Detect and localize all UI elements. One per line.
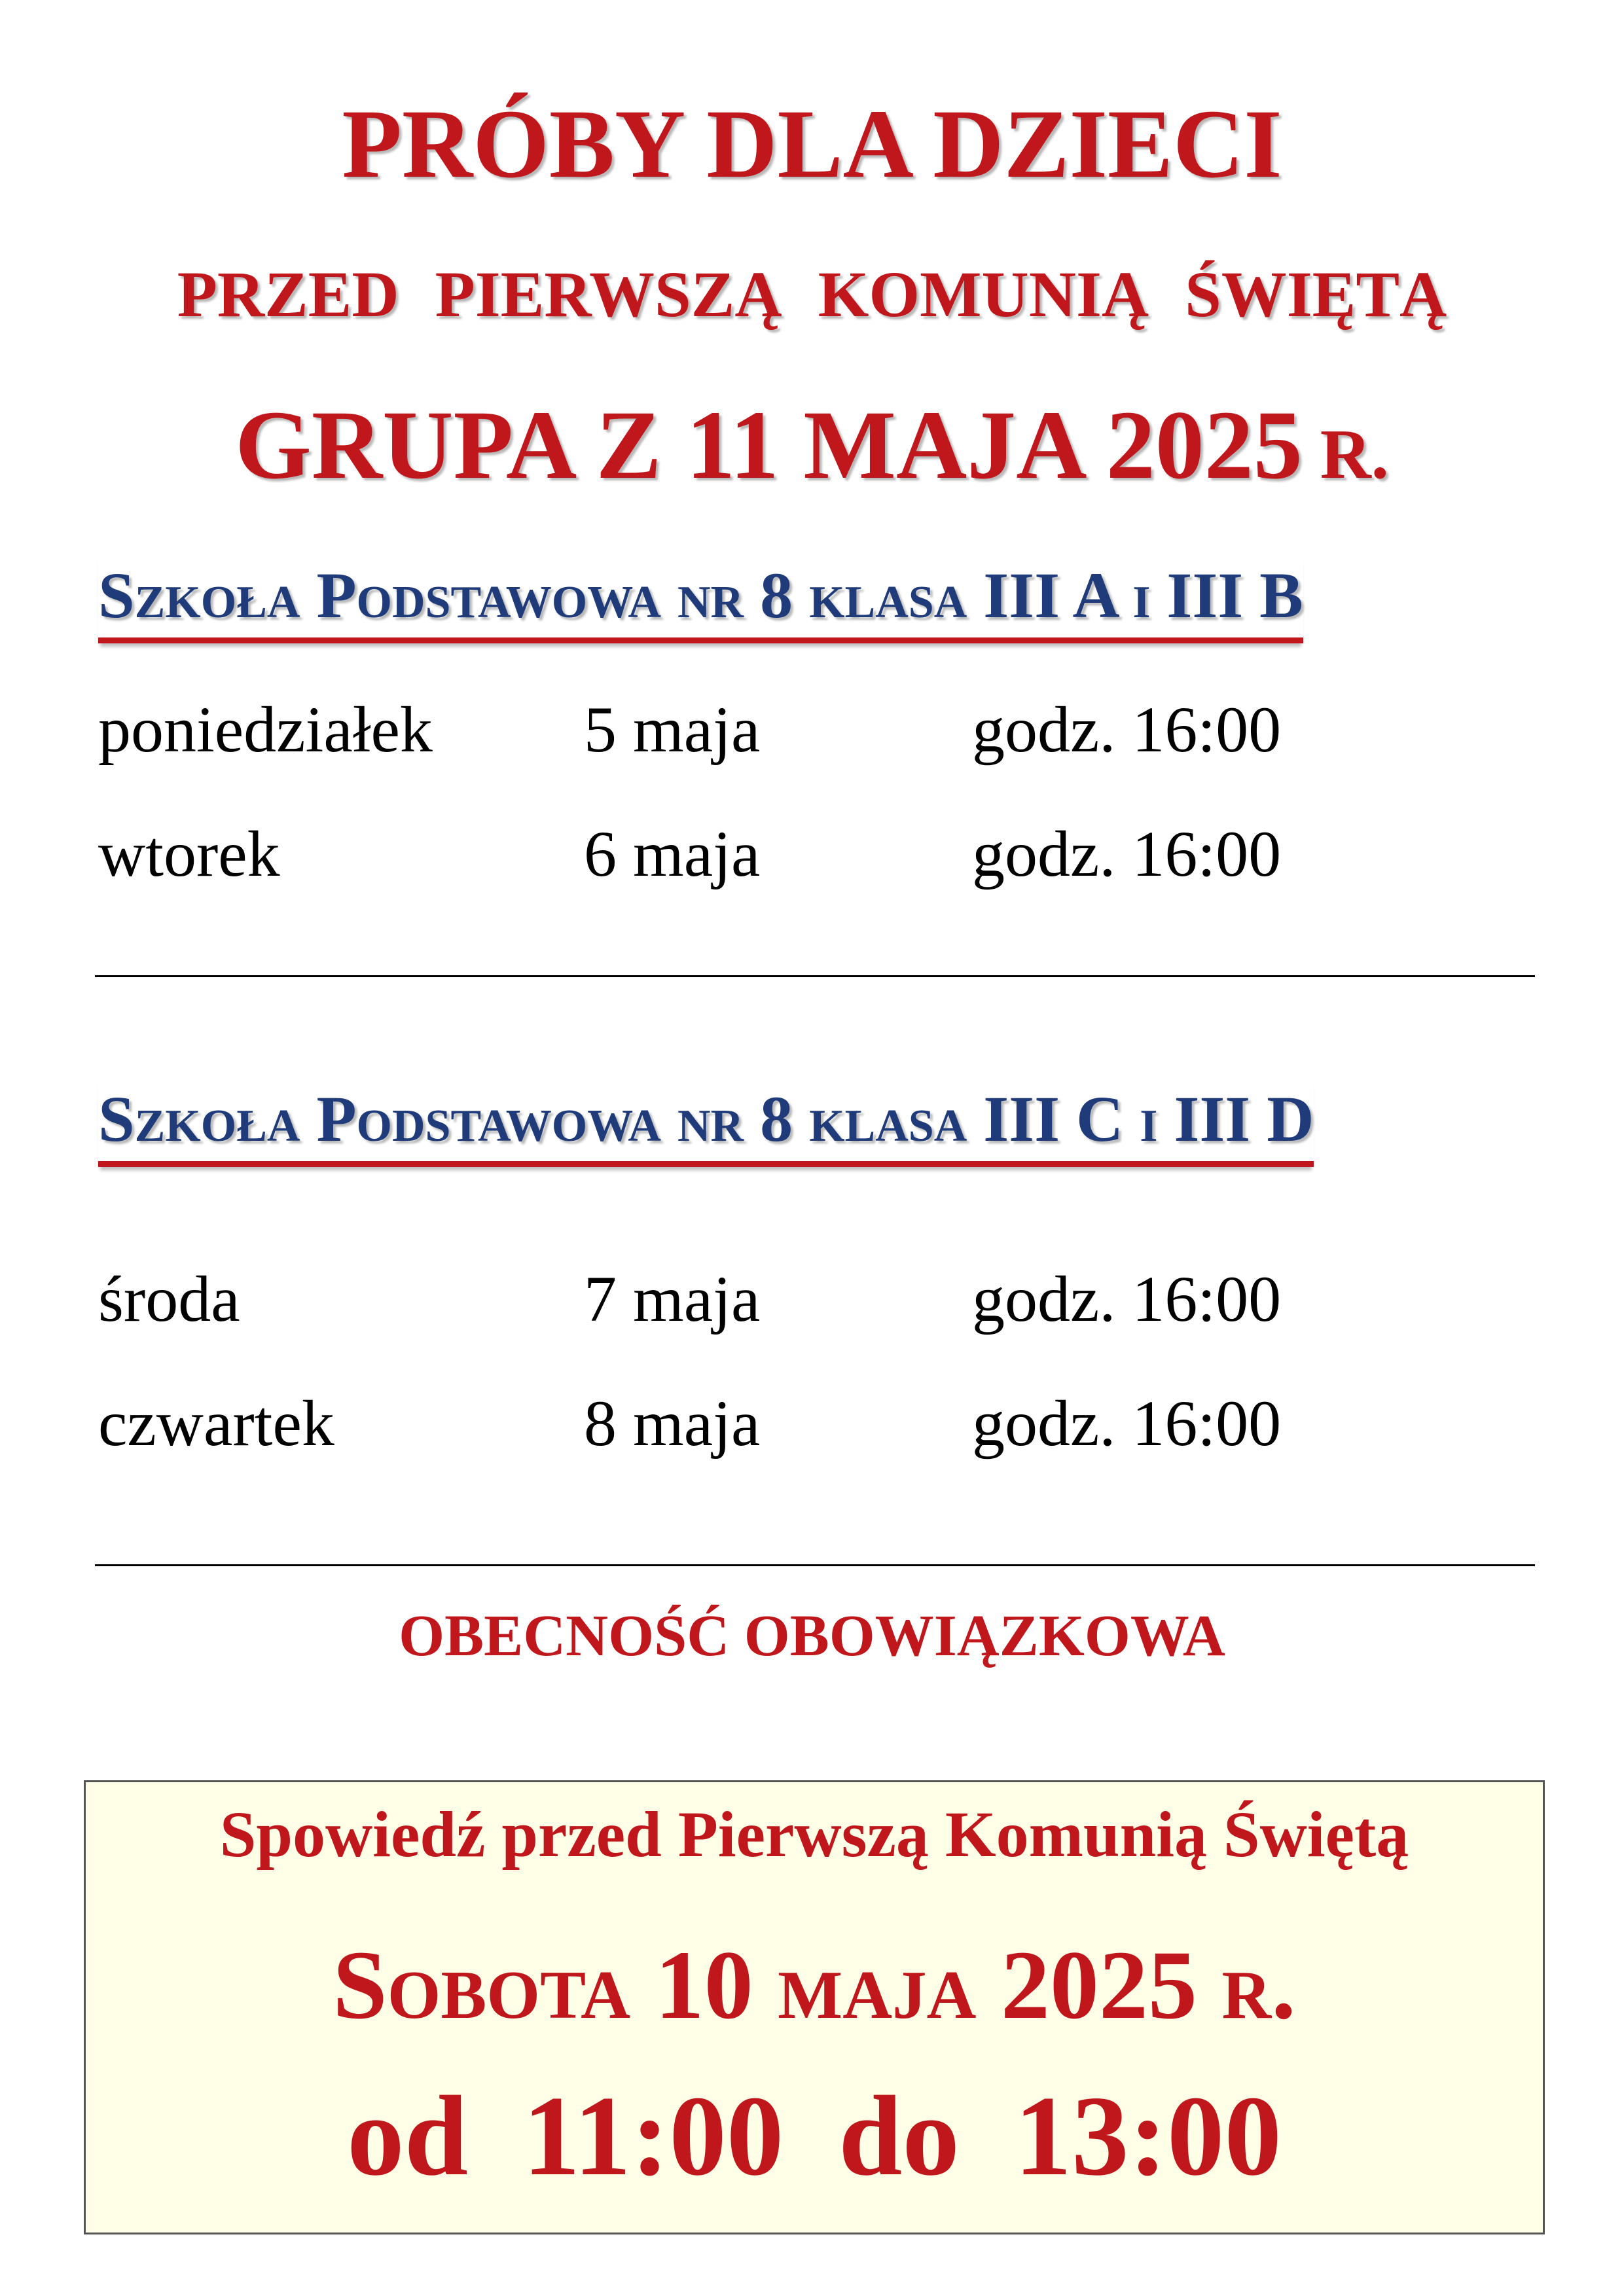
schedule-day: poniedziałek xyxy=(98,693,433,766)
divider-line xyxy=(95,1564,1535,1566)
group-date-main: GRUPA Z 11 MAJA 2025 xyxy=(235,391,1303,499)
schedule-day: środa xyxy=(98,1263,240,1335)
confession-title: Spowiedź przed Pierwszą Komunią Świętą xyxy=(219,1798,1409,1871)
group-date-heading xyxy=(0,386,1624,514)
schedule-time: godz. 16:00 xyxy=(972,693,1282,766)
schedule-time: godz. 16:00 xyxy=(972,1387,1282,1460)
attendance-notice: OBECNOŚĆ OBOWIĄZKOWA xyxy=(399,1604,1225,1668)
schedule-date: 6 maja xyxy=(584,817,761,890)
confession-date xyxy=(86,1926,1543,2044)
schedule-time: godz. 16:00 xyxy=(972,1263,1282,1335)
confession-date-suffix: r. xyxy=(1197,1931,1296,2039)
confession-date-main: Sobota 10 maja 2025 xyxy=(333,1931,1197,2039)
schedule-day: wtorek xyxy=(98,817,280,890)
section-2-heading xyxy=(98,1080,1314,1167)
schedule-date: 8 maja xyxy=(584,1387,761,1460)
schedule-day: czwartek xyxy=(98,1387,334,1460)
section-1-heading-text: Szkoła Podstawowa nr 8 klasa III A i III B xyxy=(98,556,1303,643)
schedule-date: 7 maja xyxy=(584,1263,761,1335)
page-title: PRÓBY DLA DZIECI xyxy=(342,90,1282,198)
confession-box xyxy=(84,1780,1545,2234)
schedule-date: 5 maja xyxy=(584,693,761,766)
section-1-heading xyxy=(98,556,1303,643)
schedule-time: godz. 16:00 xyxy=(972,817,1282,890)
page-subtitle: PRZED PIERWSZĄ KOMUNIĄ ŚWIĘTĄ xyxy=(177,258,1447,331)
group-date-suffix: R. xyxy=(1302,416,1389,493)
section-2-heading-text: Szkoła Podstawowa nr 8 klasa III C i III D xyxy=(98,1080,1314,1167)
confession-time: od 11:00 do 13:00 xyxy=(347,2072,1282,2199)
divider-line xyxy=(95,975,1535,977)
